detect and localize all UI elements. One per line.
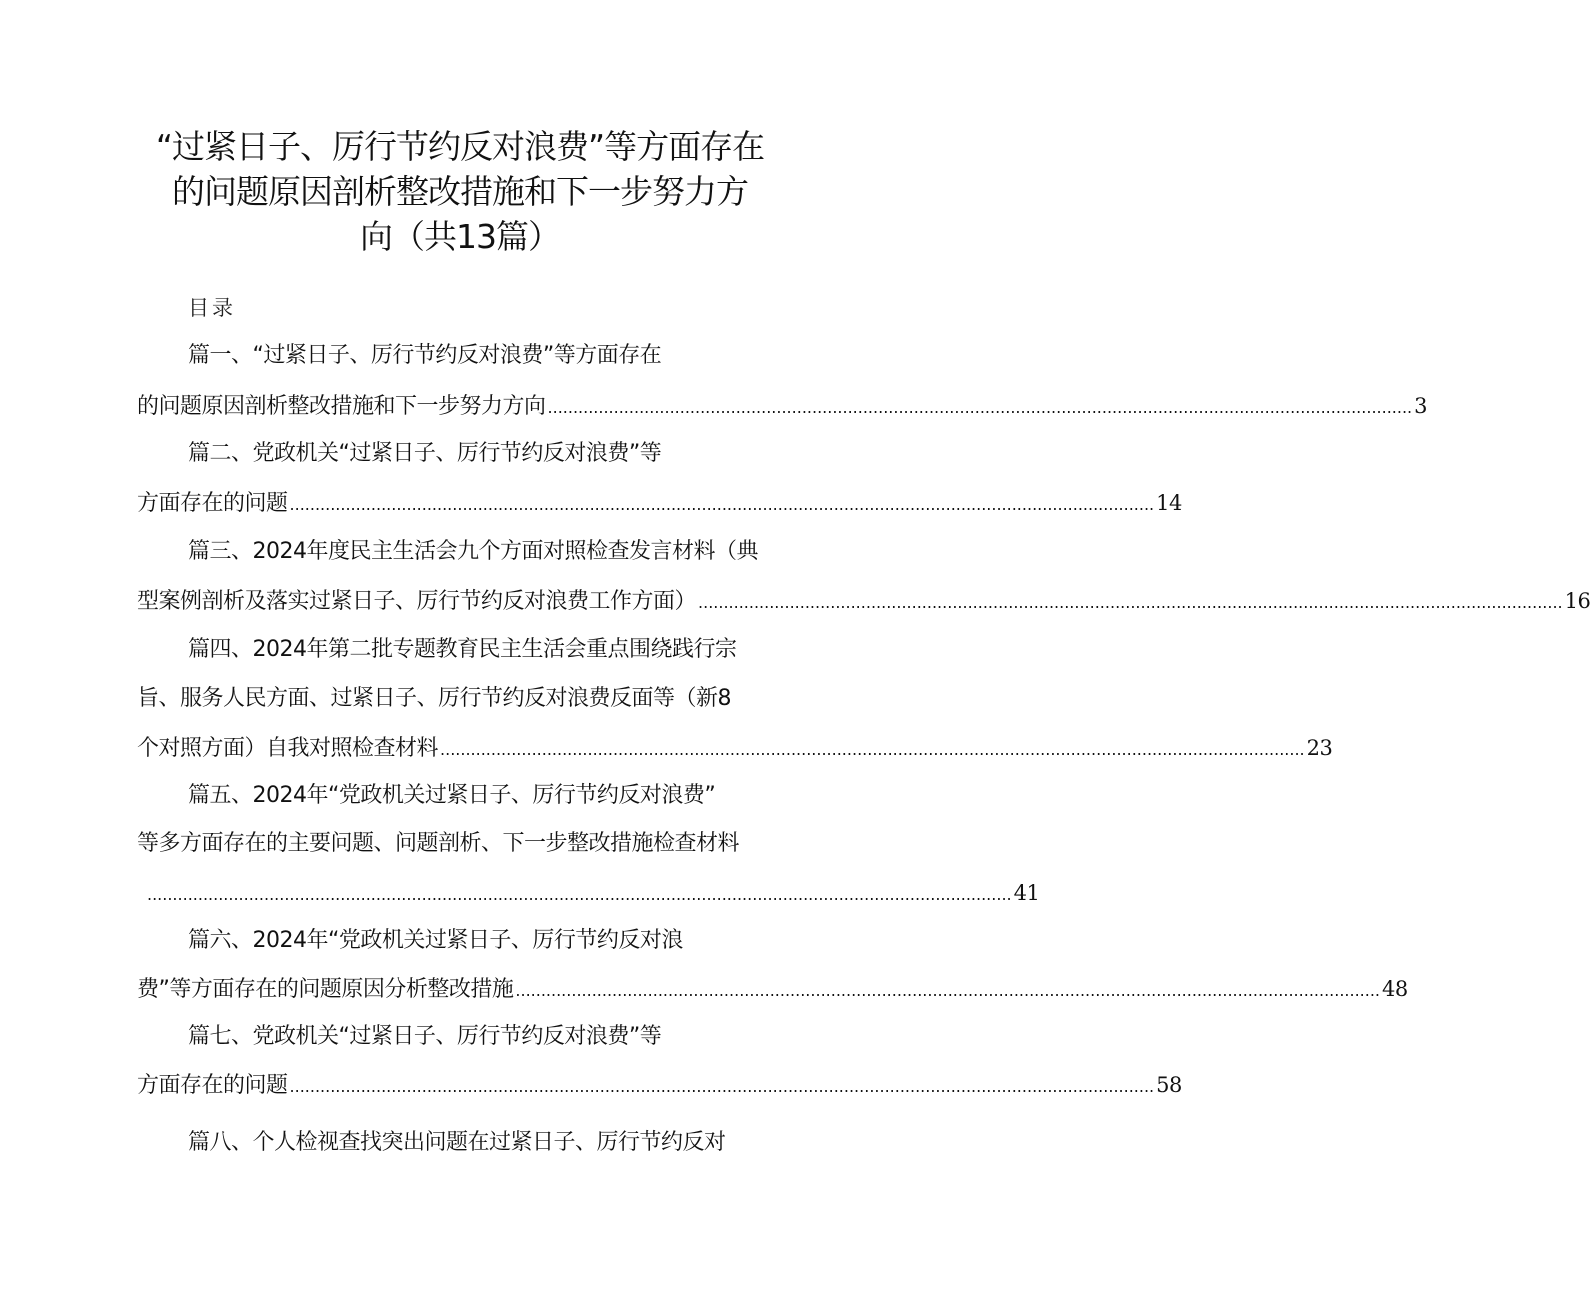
toc-page-number: 58 (1156, 1073, 1182, 1097)
toc-entry-1-line-2 (137, 391, 1427, 421)
toc-entry-4-line-3 (137, 733, 1333, 763)
toc-page-number: 16 (1564, 589, 1590, 613)
title-line-1: “过紧日子、厉行节约反对浪费”等方面存在 (155, 127, 765, 166)
toc-entry-5-line-3 (145, 878, 1040, 908)
leader-dots: .......................................................................................................................................................................... (515, 981, 1381, 1000)
toc-entry-text: 方面存在的问题 (137, 491, 288, 516)
toc-entry-5-line-1: 篇五、2024年“党政机关过紧日子、厉行节约反对浪费” (188, 783, 716, 808)
toc-entry-3-line-1: 篇三、2024年度民主生活会九个方面对照检查发言材料（典 (188, 539, 758, 564)
toc-entry-text: 个对照方面）自我对照检查材料 (137, 736, 439, 761)
toc-entry-text: 的问题原因剖析整改措施和下一步努力方向 (137, 394, 546, 419)
leader-dots: .......................................................................................................................................................................... (289, 495, 1155, 514)
leader-dots: .......................................................................................................................................................................... (547, 398, 1413, 417)
toc-entry-1-line-1: 篇一、“过紧日子、厉行节约反对浪费”等方面存在 (188, 343, 662, 368)
toc-entry-text: 型案例剖析及落实过紧日子、厉行节约反对浪费工作方面） (137, 589, 697, 614)
toc-entry-8-line-1: 篇八、个人检视查找突出问题在过紧日子、厉行节约反对 (188, 1130, 726, 1155)
toc-entry-text: 费”等方面存在的问题原因分析整改措施 (137, 977, 514, 1002)
document-title (140, 124, 780, 259)
leader-dots: .......................................................................................................................................................................... (147, 885, 1012, 904)
leader-dots: .......................................................................................................................................................................... (440, 740, 1305, 759)
toc-entry-6-line-1: 篇六、2024年“党政机关过紧日子、厉行节约反对浪 (188, 928, 683, 953)
toc-page-number: 41 (1013, 881, 1040, 905)
toc-entry-2-line-1: 篇二、党政机关“过紧日子、厉行节约反对浪费”等 (188, 441, 662, 466)
leader-dots: .......................................................................................................................................................................... (289, 1077, 1155, 1096)
toc-page-number: 14 (1156, 491, 1182, 515)
toc-page-number: 3 (1414, 394, 1427, 418)
toc-entry-3-line-2 (137, 586, 1590, 616)
toc-heading: 目录 (188, 296, 236, 320)
toc-entry-6-line-2 (137, 974, 1408, 1004)
title-line-2: 的问题原因剖析整改措施和下一步努力方 (172, 172, 748, 211)
toc-page-number: 23 (1306, 736, 1333, 760)
toc-entry-4-line-1: 篇四、2024年第二批专题教育民主生活会重点围绕践行宗 (188, 637, 737, 662)
title-line-3: 向（共13篇） (360, 217, 560, 256)
toc-entry-4-line-2: 旨、服务人民方面、过紧日子、厉行节约反对浪费反面等（新8 (137, 686, 731, 711)
toc-entry-2-line-2 (137, 488, 1182, 518)
toc-entry-7-line-2 (137, 1070, 1182, 1100)
toc-entry-text: 方面存在的问题 (137, 1073, 288, 1098)
toc-entry-7-line-1: 篇七、党政机关“过紧日子、厉行节约反对浪费”等 (188, 1024, 662, 1049)
toc-entry-5-line-2: 等多方面存在的主要问题、问题剖析、下一步整改措施检查材料 (137, 831, 740, 856)
toc-page-number: 48 (1382, 977, 1408, 1001)
leader-dots: .......................................................................................................................................................................... (698, 593, 1563, 612)
